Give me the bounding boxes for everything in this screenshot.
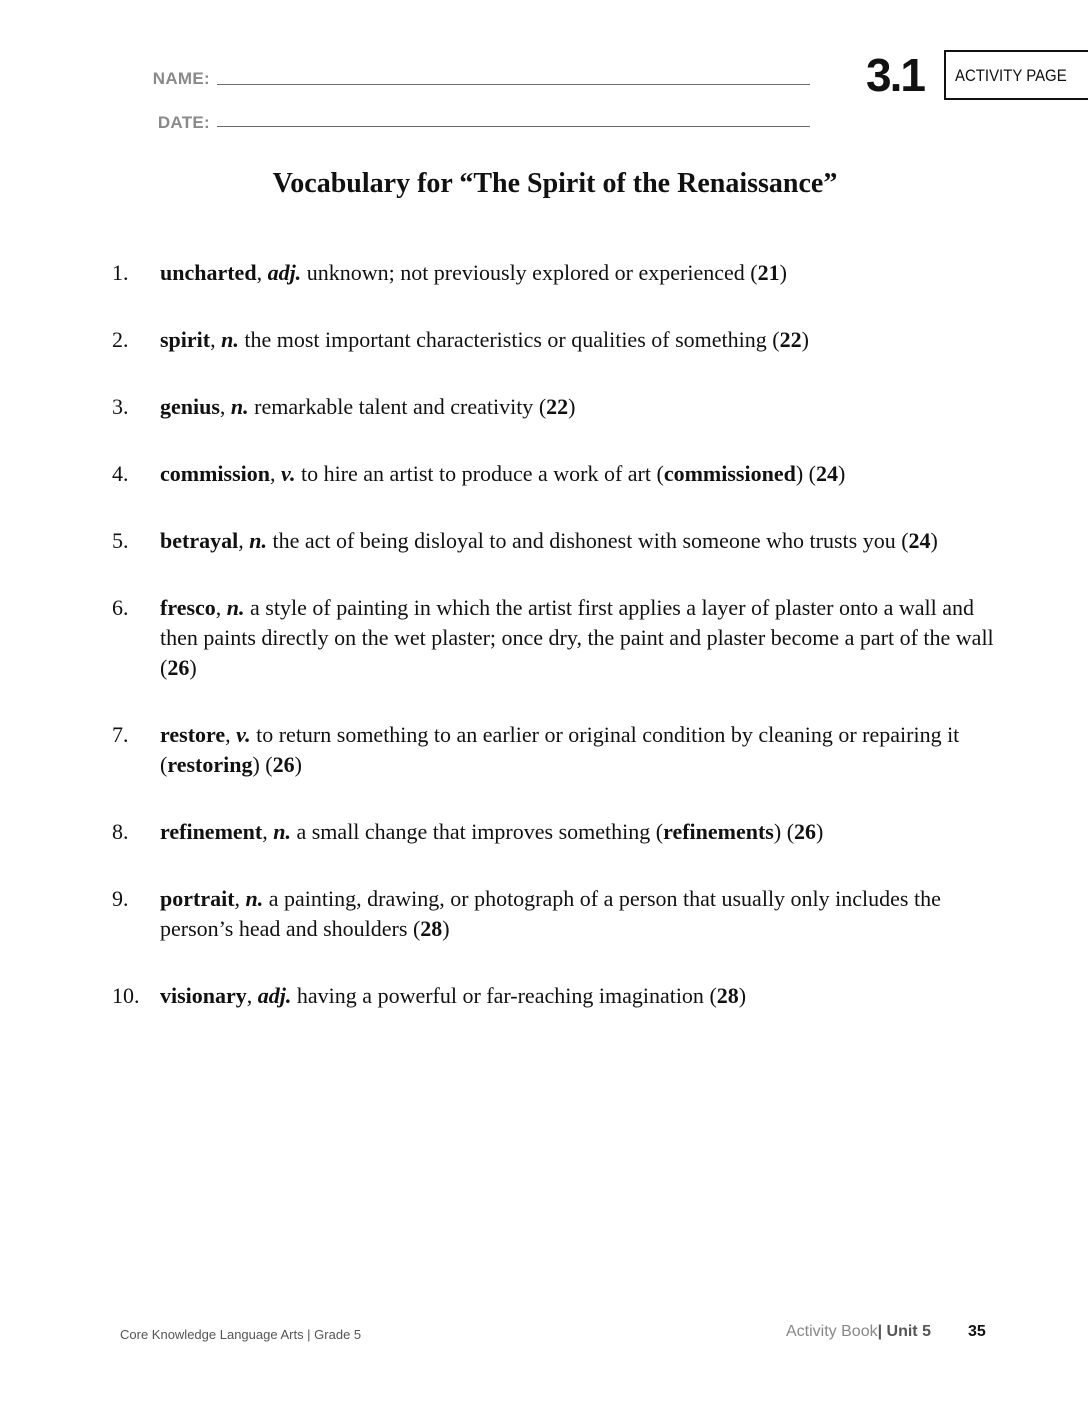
vocab-item: 6. fresco, n. a style of painting in which the artist first applies a layer of plaster onto a wall and then paints directly on the wet plaster; once dry, the paint and plaster become a part of the wall (26) [112,595,994,680]
vocab-page-reference: 22 [546,394,569,419]
vocab-definition: remarkable talent and creativity [254,394,534,419]
vocab-form-wrapper: (commissioned) [651,461,804,486]
activity-page-label: ACTIVITY PAGE [955,66,1067,85]
vocab-number: 1. [112,260,129,285]
vocab-part-of-speech: n. [230,394,249,419]
vocab-item: 9. portrait, n. a painting, drawing, or photograph of a person that usually only includes the person’s head and shoulders (28) [112,886,941,941]
vocab-part-of-speech: n. [245,886,264,911]
vocab-definition: a painting, drawing, or photograph of a person that usually only includes the person’s head and shoulders [160,886,941,941]
vocab-item: 10. visionary, adj. having a powerful or far-reaching imagination (28) [112,981,1012,1011]
date-field-label [148,113,210,133]
vocab-number: 8. [112,819,129,844]
vocab-number: 3. [112,394,129,419]
date-label: DATE: [157,113,210,132]
name-line [217,84,810,85]
vocab-word: restore [160,722,226,747]
vocab-definition: a small change that improves something [296,819,651,844]
vocab-page-reference: 24 [908,528,931,553]
vocab-word: fresco [160,595,216,620]
vocab-form-wrapper: (restoring) [160,752,260,777]
vocab-definition: a style of painting in which the artist first applies a layer of plaster onto a wall and then paints directly on the wet plaster; once dry, the paint and plaster become a part of the wall [160,595,994,650]
footer-separator: | [877,1323,883,1340]
vocab-definition: having a powerful or far-reaching imagination [296,983,704,1008]
vocab-part-of-speech: n. [221,327,239,352]
footer-book: Activity Book [786,1323,878,1340]
vocab-number: 9. [112,886,129,911]
vocab-part-of-speech: adj. [257,983,292,1008]
vocab-inflected-form: commissioned [663,461,796,486]
vocab-part-of-speech: v. [281,461,296,486]
vocab-item: 5. betrayal, n. the act of being disloyal to and dishonest with someone who trusts you (24) [112,526,1012,556]
vocab-definition: to hire an artist to produce a work of art [300,461,651,486]
vocab-number: 4. [112,461,129,486]
vocab-item: 2. spirit, n. the most important characteristics or qualities of something (22) [112,325,1012,355]
vocab-definition: unknown; not previously explored or experienced [306,260,745,285]
vocab-part-of-speech: v. [236,722,251,747]
footer-course-title: Core Knowledge Language Arts | Grade 5 [120,1327,362,1342]
page-number: 35 [968,1323,986,1340]
vocab-item: 1. uncharted, adj. unknown; not previously explored or experienced (21) [112,258,1012,288]
vocab-number: 2. [112,327,129,352]
activity-page-box [944,50,1088,100]
vocab-page-reference: 22 [779,327,802,352]
vocab-inflected-form: restoring [167,752,253,777]
vocab-definition: to return something to an earlier or original condition by cleaning or repairing it [256,722,960,747]
vocab-item: 8. refinement, n. a small change that improves something (refinements) (26) [112,817,1012,847]
vocab-item: 7. restore, v. to return something to an earlier or original condition by cleaning or repairing it (restoring) (26) [112,722,960,777]
vocab-form-wrapper: (refinements) [650,819,782,844]
vocab-page-reference: 24 [815,461,838,486]
vocab-page-reference: 26 [167,655,190,680]
vocab-part-of-speech: adj. [267,260,302,285]
vocab-inflected-form: refinements [663,819,774,844]
vocab-word: betrayal [160,528,239,553]
vocab-item: 4. commission, v. to hire an artist to produce a work of art (commissioned) (24) [112,459,1012,489]
vocab-page-reference: 26 [272,752,295,777]
vocab-word: spirit [160,327,211,352]
vocab-word: portrait [160,886,235,911]
name-field-label [148,69,210,89]
vocab-page-reference: 21 [757,260,780,285]
vocab-part-of-speech: n. [249,528,267,553]
vocab-word: commission [160,461,270,486]
vocab-page-reference: 28 [716,983,739,1008]
vocab-number: 10. [112,983,140,1008]
footer-book-unit [786,1323,931,1341]
vocab-definition: the act of being disloyal to and dishonest with someone who trusts you [272,528,896,553]
vocab-word: visionary [160,983,247,1008]
vocabulary-list [112,258,1012,1048]
vocab-page-reference: 26 [794,819,817,844]
vocab-number: 7. [112,722,129,747]
vocab-word: genius [160,394,220,419]
footer-unit: Unit 5 [886,1323,931,1340]
vocab-page-reference: 28 [420,916,443,941]
vocab-number: 6. [112,595,129,620]
activity-number: 3.1 [866,49,924,101]
vocab-definition: the most important characteristics or qualities of something [244,327,767,352]
vocab-part-of-speech: n. [226,595,245,620]
name-label: NAME: [152,69,210,88]
vocab-word: refinement [160,819,263,844]
date-line [217,126,810,127]
vocab-number: 5. [112,528,129,553]
vocab-part-of-speech: n. [273,819,291,844]
vocab-word: uncharted [160,260,257,285]
page-title: Vocabulary for “The Spirit of the Renaissance” [272,168,838,199]
vocab-item: 3. genius, n. remarkable talent and creativity (22) [112,392,1012,422]
